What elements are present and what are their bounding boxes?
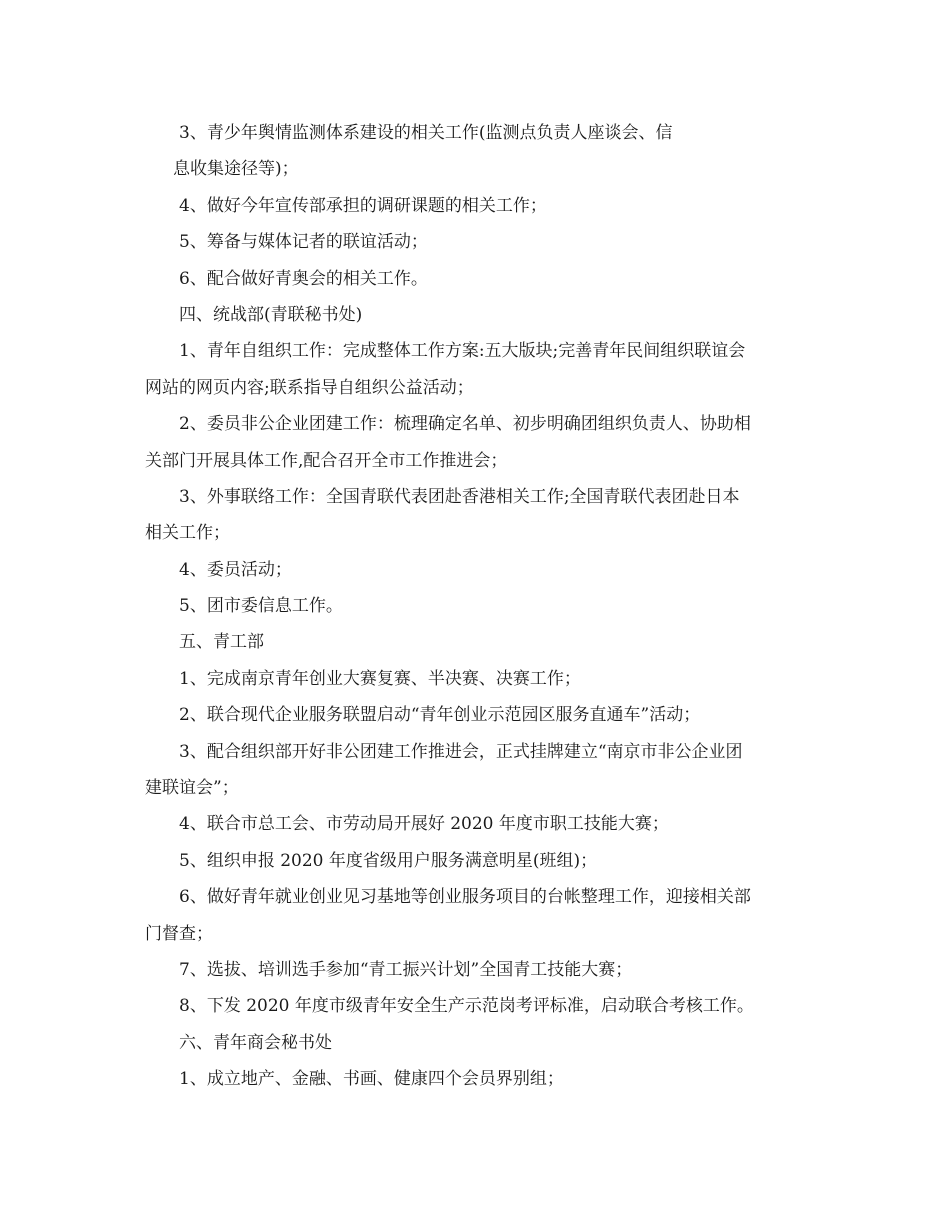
list-item-publicity-6: 6、配合做好青奥会的相关工作。 [179,268,428,289]
list-item-youth-workers-3-cont: 建联谊会”； [145,778,239,799]
list-item-chamber-1: 1、成立地产、金融、书画、健康四个会员界别组； [179,1069,564,1090]
section-heading-youth-workers: 五、青工部 [179,632,264,653]
list-item-youth-workers-4: 4、联合市总工会、市劳动局开展好 2020 年度市职工技能大赛； [179,814,669,835]
list-item-united-front-4: 4、委员活动； [179,559,292,580]
list-item-united-front-1: 1、青年自组织工作：完成整体工作方案:五大版块;完善青年民间组织联谊会 [179,341,746,362]
list-item-youth-workers-6-cont: 门督查； [145,923,213,944]
section-heading-united-front: 四、统战部(青联秘书处) [179,304,363,325]
list-item-united-front-2-cont: 关部门开展具体工作,配合召开全市工作推进会； [145,450,508,471]
list-item-youth-workers-5: 5、组织申报 2020 年度省级用户服务满意明星(班组)； [179,850,598,871]
list-item-youth-workers-3: 3、配合组织部开好非公团建工作推进会，正式挂牌建立“南京市非公企业团 [179,741,743,762]
list-item-youth-workers-7: 7、选拔、培训选手参加“青工振兴计划”全国青工技能大赛； [179,959,633,980]
list-item-youth-workers-8: 8、下发 2020 年度市级青年安全生产示范岗考评标准，启动联合考核工作。 [179,996,754,1017]
document-body [145,115,810,1098]
list-item-united-front-3: 3、外事联络工作：全国青联代表团赴香港相关工作;全国青联代表团赴日本 [179,486,740,507]
section-heading-chamber-of-commerce: 六、青年商会秘书处 [179,1032,332,1053]
list-item-united-front-3-cont: 相关工作； [145,523,230,544]
list-item-publicity-3: 3、青少年舆情监测体系建设的相关工作(监测点负责人座谈会、信 [179,123,673,143]
list-item-youth-workers-6: 6、做好青年就业创业见习基地等创业服务项目的台帐整理工作，迎接相关部 [179,887,751,908]
list-item-youth-workers-2: 2、联合现代企业服务联盟启动“青年创业示范园区服务直通车”活动； [179,705,701,726]
list-item-united-front-5: 5、团市委信息工作。 [179,596,343,617]
list-item-united-front-2: 2、委员非公企业团建工作：梳理确定名单、初步明确团组织负责人、协助相 [179,414,751,435]
list-item-publicity-5: 5、筹备与媒体记者的联谊活动； [179,232,428,253]
list-item-publicity-4: 4、做好今年宣传部承担的调研课题的相关工作； [179,195,547,216]
list-item-united-front-1-cont: 网站的网页内容;联系指导自组织公益活动； [145,377,474,398]
list-item-youth-workers-1: 1、完成南京青年创业大赛复赛、半决赛、决赛工作； [179,668,581,689]
list-item-publicity-3-cont: 息收集途径等)； [173,159,299,180]
